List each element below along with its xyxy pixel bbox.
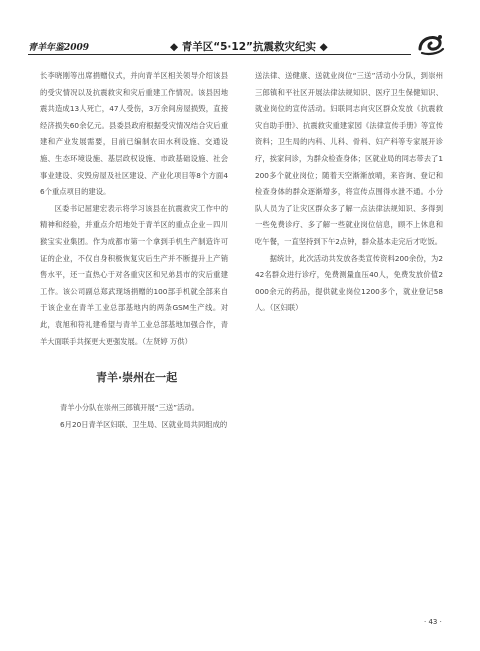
paragraph: 长李晓刚等出席捐赠仪式，并向青羊区相关领导介绍该县的受灾情况以及抗震救灾和灾后重建工作情况。该县因地震共造成13人死亡，47人受伤，3万余间房屋损毁，直接经济损失60余亿元。县委县政府根据受灾情况结合灾后重建和产业发展需要，目前已编制农田水利设施、交通设施、生态环境设施、基层政权设施、市政基础设施、社会事业建设、灾毁房屋及社区建设、产业化项目等8个方面46个重点项目的建设。	[40, 71, 228, 197]
paragraph: 送法律、送健康、送就业岗位“三送”活动小分队，到崇州三郎镇和平社区开展法律法规知识、医疗卫生保健知识、就业岗位的宣传活动。妇联同志向灾区群众发放《抗震救灾自助手册》、抗震救灾重建家园《法律宣传手册》等宣传资料；卫生局的内科、儿科、骨科、妇产科等专家展开诊疗，挨家问诊，为群众检查身体；区就业局的同志带去了1200多个就业岗位；随着天空渐渐放晴，来咨询、登记和检查身体的群众逐渐增多，将宣传点围得水泄不通。小分队人员为了让灾区群众多了解一点法律法规知识、多得到一些免费诊疗、多了解一些就业岗位信息，顾不上休息和吃午餐，一直坚持到下午2点钟，群众基本走完后才吃饭。	[255, 71, 443, 246]
section-title: 青羊·崇州在一起	[96, 371, 178, 384]
paragraph: 据统计，此次活动共发放各类宣传资料200余份，为242名群众进行诊疗，免费测量血压40人，免费发放价值2000余元的药品，提供就业岗位1200多个，就业登记58人。（区妇联）	[255, 253, 443, 313]
paragraph: 6月20日青羊区妇联、卫生局、区就业局共同组成的	[60, 419, 228, 429]
left-column	[40, 68, 228, 350]
page-number: · 43 ·	[424, 618, 442, 626]
right-column	[255, 68, 443, 317]
yearbook-label: 青羊年鉴2009	[28, 43, 90, 53]
chapter-title: ◆ 青羊区“5·12”抗震救灾纪实 ◆	[170, 41, 328, 53]
paragraph: 青羊小分队在崇州三郎镇开展“三送”活动。	[60, 403, 199, 412]
header-rule	[28, 54, 411, 55]
section-body	[60, 400, 235, 433]
yearbook-logo-icon	[416, 31, 446, 57]
page-header	[28, 40, 438, 54]
paragraph: 区委书记屈建宏表示将学习该县在抗震救灾工作中的精神和经验，并重点介绍地处于青羊区的重点企业－四川猴宝实业集团。作为成都市第一个拿到手机生产制造许可证的企业，不仅自身积极恢复灾后生产并不断提升上产销售水平，还一直热心于对各重灾区和兄弟县市的灾后重建工作。该公司副总郑武现场捐赠的100部手机就全部来自于该企业在青羊工业总部基地内的两条GSM生产线。对此，袁旭和符礼建希望与青羊工业总部基地加强合作，青羊大面联手共探更大更强发展。（左贤婷 万供）	[40, 203, 228, 346]
